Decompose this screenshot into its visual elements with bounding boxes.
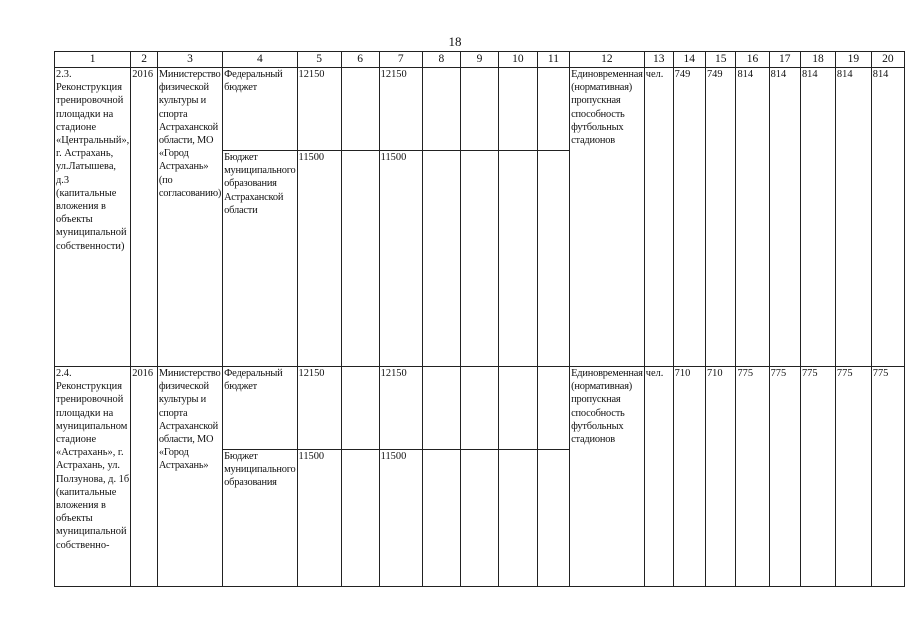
column-header: 8 — [422, 52, 460, 68]
unit-cell: чел. — [644, 68, 673, 367]
column-header: 13 — [644, 52, 673, 68]
funding-source: Федеральный бюджет — [223, 367, 297, 450]
indicator-value: 775 — [835, 367, 871, 587]
total-cell: 11500 — [297, 450, 341, 587]
page-number: 18 — [448, 34, 462, 49]
column-header: 15 — [705, 52, 736, 68]
unit-cell: чел. — [644, 367, 673, 587]
empty-cell — [537, 151, 569, 367]
column-header: 10 — [499, 52, 538, 68]
column-header: 5 — [297, 52, 341, 68]
empty-cell — [499, 450, 538, 587]
total-cell: 12150 — [297, 367, 341, 450]
indicator-value: 814 — [769, 68, 800, 367]
empty-cell — [537, 450, 569, 587]
table-row — [55, 367, 905, 450]
value-cell: 12150 — [379, 68, 422, 151]
indicator-value: 710 — [705, 367, 736, 587]
empty-cell — [460, 450, 498, 587]
executor-cell: Министерство физической культуры и спорта Астраханской области, МО «Город Астрахань» — [157, 367, 222, 587]
table-row — [55, 68, 905, 151]
column-header: 14 — [673, 52, 705, 68]
indicator-value: 814 — [871, 68, 904, 367]
empty-cell — [341, 367, 379, 450]
column-header: 6 — [341, 52, 379, 68]
year-cell: 2016 — [131, 68, 158, 367]
executor-cell: Министерство физической культуры и спорта Астраханской области, МО «Город Астрахань» (по согласованию) — [157, 68, 222, 367]
column-header: 17 — [769, 52, 800, 68]
column-header: 4 — [223, 52, 297, 68]
column-header: 12 — [570, 52, 645, 68]
indicator-value: 775 — [769, 367, 800, 587]
indicator-value: 710 — [673, 367, 705, 587]
budget-table — [54, 51, 905, 587]
indicator-cell: Единовременная (нормативная) пропускная способность футбольных стадионов — [570, 367, 645, 587]
funding-source: Федеральный бюджет — [223, 68, 297, 151]
column-header: 2 — [131, 52, 158, 68]
total-cell: 11500 — [297, 151, 341, 367]
object-name: 2.4. Реконструкция тренировочной площадки на муниципальном стадионе «Астрахань», г. Астрахань, ул. Ползунова, д. 1б (капитальные вложения в объекты муниципальной собственно- — [55, 367, 131, 587]
value-cell: 11500 — [379, 450, 422, 587]
empty-cell — [499, 151, 538, 367]
indicator-value: 814 — [736, 68, 769, 367]
empty-cell — [422, 367, 460, 450]
empty-cell — [460, 151, 498, 367]
empty-cell — [422, 450, 460, 587]
empty-cell — [422, 68, 460, 151]
year-cell: 2016 — [131, 367, 158, 587]
column-header: 9 — [460, 52, 498, 68]
header-row — [55, 52, 905, 68]
column-header: 18 — [800, 52, 835, 68]
empty-cell — [460, 68, 498, 151]
indicator-value: 775 — [871, 367, 904, 587]
total-cell: 12150 — [297, 68, 341, 151]
object-name: 2.3. Реконструкция тренировочной площадки на стадионе «Центральный», г. Астрахань, ул.Латышева, д.3 (капитальные вложения в объекты муниципальной собственности) — [55, 68, 131, 367]
empty-cell — [341, 450, 379, 587]
empty-cell — [537, 68, 569, 151]
empty-cell — [341, 68, 379, 151]
value-cell: 11500 — [379, 151, 422, 367]
column-header: 11 — [537, 52, 569, 68]
value-cell: 12150 — [379, 367, 422, 450]
indicator-value: 749 — [673, 68, 705, 367]
column-header: 20 — [871, 52, 904, 68]
column-header: 16 — [736, 52, 769, 68]
indicator-value: 775 — [736, 367, 769, 587]
column-header: 19 — [835, 52, 871, 68]
empty-cell — [460, 367, 498, 450]
funding-source: Бюджет муниципального образования — [223, 450, 297, 587]
indicator-cell: Единовременная (нормативная) пропускная способность футбольных стадионов — [570, 68, 645, 367]
indicator-value: 775 — [800, 367, 835, 587]
column-header: 3 — [157, 52, 222, 68]
empty-cell — [422, 151, 460, 367]
indicator-value: 749 — [705, 68, 736, 367]
empty-cell — [499, 367, 538, 450]
column-header: 7 — [379, 52, 422, 68]
empty-cell — [341, 151, 379, 367]
empty-cell — [537, 367, 569, 450]
indicator-value: 814 — [835, 68, 871, 367]
indicator-value: 814 — [800, 68, 835, 367]
column-header: 1 — [55, 52, 131, 68]
funding-source: Бюджет муниципального образования Астраханской области — [223, 151, 297, 367]
empty-cell — [499, 68, 538, 151]
